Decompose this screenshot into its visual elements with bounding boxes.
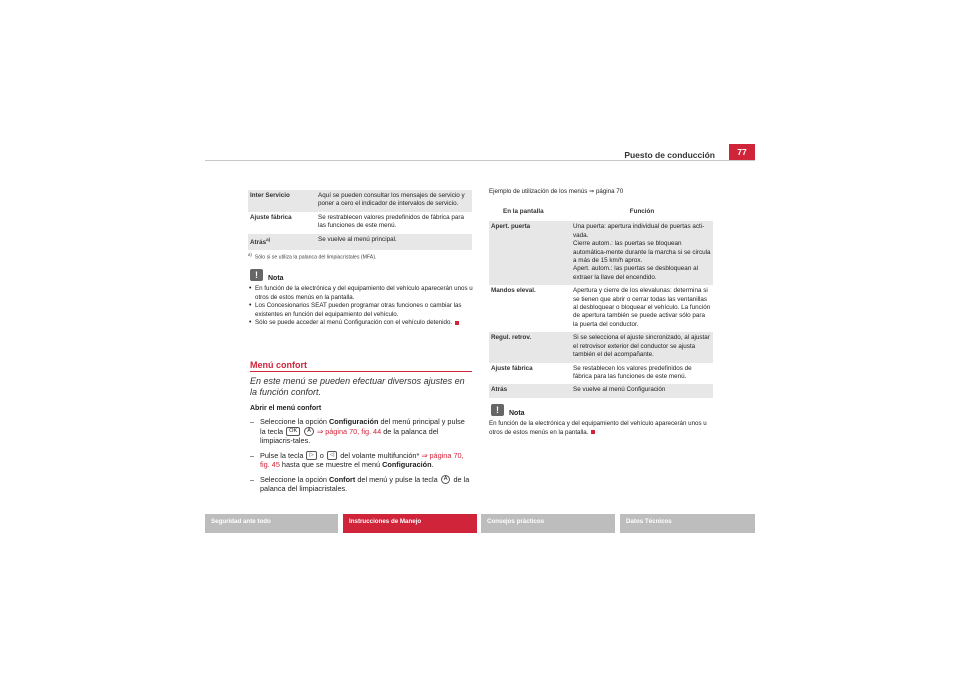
step-item: – Seleccione la opción Configuración del menú principal y pulse la tecla OK A ⇒ página 70, fig. 44 de la palanca del limpiacris-tales. bbox=[250, 417, 465, 446]
table-row bbox=[489, 384, 713, 397]
section-divider bbox=[250, 371, 472, 372]
footnote-mark: a) bbox=[248, 252, 252, 257]
page-number: 77 bbox=[729, 144, 755, 160]
step-text: del menú principal y pulse la tecla bbox=[260, 417, 465, 436]
note-title: Nota bbox=[268, 275, 284, 282]
page-header-title: Puesto de conducción bbox=[624, 150, 715, 160]
table-row bbox=[248, 190, 472, 212]
step-text: de la palanca del limpiacristales. bbox=[260, 474, 470, 494]
step-text: Seleccione la opción bbox=[260, 417, 327, 426]
note-item: • En función de la electrónica y del equipamiento del vehículo aparecerán unos u otros de estos menús en la pantalla. bbox=[250, 285, 474, 302]
step-bold: Configuración bbox=[328, 417, 379, 426]
settings-table bbox=[248, 190, 472, 250]
table-cell-key: Inter Servicio bbox=[248, 190, 316, 212]
table-row bbox=[489, 332, 713, 362]
step-list bbox=[250, 417, 472, 494]
step-text: Seleccione la opción bbox=[260, 474, 327, 484]
a-key-icon: A bbox=[441, 475, 451, 484]
table-row bbox=[248, 212, 472, 234]
next-key-icon: ▷ bbox=[306, 451, 316, 460]
column-header: Función bbox=[629, 208, 655, 215]
footnote-ref: a) bbox=[266, 236, 271, 242]
table-cell-value: Se vuelve al menú principal. bbox=[316, 234, 472, 251]
comfort-menu-table bbox=[489, 206, 713, 398]
table-cell-value: Aquí se pueden consultar los mensajes de servicio y poner a cero el indicador de intervalos de servicio. bbox=[316, 190, 472, 212]
table-cell-key: Ajuste fábrica bbox=[491, 364, 533, 372]
page-reference-link[interactable]: ⇒ página 70, fig. 44 bbox=[317, 426, 382, 436]
note-title: Nota bbox=[509, 410, 525, 417]
step-text: hasta que se muestre el menú bbox=[281, 460, 381, 470]
table-row bbox=[489, 285, 713, 332]
prev-key-icon: ◁ bbox=[327, 451, 337, 460]
step-bold: Confort bbox=[328, 474, 356, 484]
header-divider bbox=[205, 160, 755, 161]
table-cell-value: Se vuelve al menú Configuración bbox=[571, 384, 713, 397]
subheading: Abrir el menú confort bbox=[250, 405, 322, 412]
note-item: • Los Concesionarios SEAT pueden programar otras funciones o cambiar las existentes en función del equipamiento del vehículo. bbox=[250, 302, 474, 319]
table-row bbox=[489, 221, 713, 285]
footnote-text: Sólo si se utiliza la palanca del limpiacristales (MFA). bbox=[254, 254, 377, 261]
table-cell-value: Una puerta: apertura individual de puertas acti-vada. Cierre autom.: las puertas se bloquean automática-mente durante la marcha si se circula a más de 15 km/h aprox. Apert. autom.: las puertas se desbloquean al extraer la llave del encendido. bbox=[571, 221, 713, 285]
key-text: Atrás bbox=[250, 238, 267, 246]
table-cell-key: Regul. retrov. bbox=[489, 332, 571, 362]
table-cell-value: Apertura y cierre de los elevalunas: determina si se tienen que abrir o cerrar todas las ventanillas al desbloquear o bloquear el vehículo. La función de apertura también se puede activar sólo para la puerta del conductor. bbox=[573, 287, 711, 328]
table-cell-value: Se restablecen los valores predefinidos de fábrica para las funciones de este menú. bbox=[573, 364, 692, 380]
step-text: del volante multifunción* bbox=[340, 450, 420, 460]
table-cell-key: Mandos eleval. bbox=[491, 287, 536, 295]
step-item: – Pulse la tecla ▷ o ◁ del volante multifunción* ⇒ página 70, fig. 45 hasta que se muestre el menú Configuración. bbox=[250, 450, 464, 470]
table-cell-value: Si se selecciona el ajuste sincronizado, al ajustar el retrovisor exterior del conductor se ajusta también el del acompañante. bbox=[571, 332, 713, 362]
table-cell-key: Atrás bbox=[489, 384, 571, 397]
page-reference-link[interactable]: ⇒ página 70, fig. 45 bbox=[260, 450, 464, 470]
table-cell-key: Ajuste fábrica bbox=[250, 213, 292, 221]
note-text-body: En función de la electrónica y del equipamiento del vehículo aparecerán unos u otros de estos menús en la pantalla. bbox=[489, 420, 707, 436]
table-cell-key bbox=[248, 234, 316, 251]
note-item-text: Sólo se puede acceder al menú Configuración con el vehículo detenido. bbox=[255, 319, 453, 327]
note-icon: ! bbox=[250, 269, 263, 281]
table-row bbox=[248, 234, 472, 251]
note-list bbox=[250, 285, 474, 328]
table-row bbox=[489, 363, 713, 385]
ok-key-icon: OK bbox=[286, 427, 300, 436]
footer-tab-datos[interactable]: Datos Técnicos bbox=[620, 514, 755, 533]
end-marker bbox=[591, 430, 595, 434]
footer-tab-consejos[interactable]: Consejos prácticos bbox=[481, 514, 615, 533]
section-lead: En este menú se pueden efectuar diversos ajustes en la función confort. bbox=[250, 376, 465, 397]
note-icon: ! bbox=[491, 404, 504, 416]
step-item: – Seleccione la opción Confort del menú y pulse la tecla A de la palanca del limpiacristales. bbox=[250, 474, 470, 494]
step-text: . bbox=[431, 460, 434, 470]
step-text: o bbox=[319, 450, 324, 460]
a-key-icon: A bbox=[304, 427, 314, 436]
step-text: del menú y pulse la tecla bbox=[357, 474, 438, 484]
footer-tab-instrucciones[interactable]: Instrucciones de Manejo bbox=[343, 514, 477, 533]
section-title: Menú confort bbox=[250, 360, 307, 370]
end-marker bbox=[455, 321, 459, 325]
intro-text: Ejemplo de utilización de los menús ⇒ página 70 bbox=[489, 188, 624, 195]
footer-tab-seguridad[interactable]: Seguridad ante todo bbox=[205, 514, 338, 533]
step-text: de la palanca del limpiacris-tales. bbox=[260, 426, 439, 446]
step-text: Pulse la tecla bbox=[260, 450, 304, 460]
table-footnote bbox=[248, 252, 472, 261]
note-text bbox=[489, 420, 715, 437]
step-bold: Configuración bbox=[382, 460, 432, 470]
note-item bbox=[250, 319, 474, 328]
table-header-row bbox=[489, 206, 713, 221]
column-header: En la pantalla bbox=[503, 208, 544, 215]
table-cell-value: Se restrablecen valores predefinidos de fábrica para las funciones de este menú. bbox=[318, 213, 464, 230]
table-cell-key: Apert. puerta bbox=[489, 221, 571, 285]
